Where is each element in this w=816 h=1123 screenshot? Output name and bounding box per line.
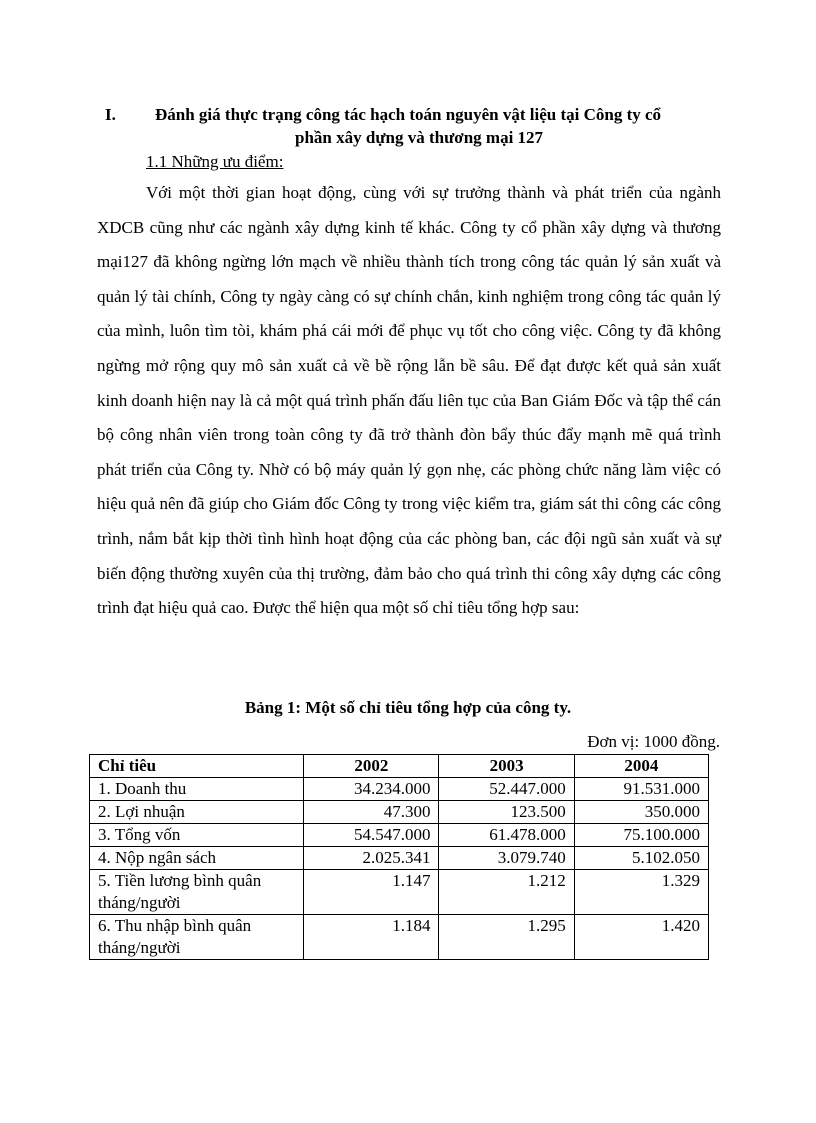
cell-value: 75.100.000 (574, 824, 708, 847)
cell-value: 2.025.341 (304, 847, 439, 870)
cell-value: 350.000 (574, 801, 708, 824)
body-paragraph: Với một thời gian hoạt động, cùng với sự trưởng thành và phát triển của ngành XDCB cũng như các ngành xây dựng kinh tế khác. Công ty cổ phần xây dựng và thương mại127 đã không ngừng lớn mạch về nhiều thành tích trong công tác quản lý sản xuất và quản lý tài chính, Công ty ngày càng có sự chính chắn, kinh nghiệm trong công tác quản lý của mình, luôn tìm tòi, khám phá cái mới để phục vụ tốt cho công việc. Công ty đã không ngừng mở rộng quy mô sản xuất cả về bề rộng lẫn bề sâu. Để đạt được kết quả sản xuất kinh doanh hiện nay là cả một quá trình phấn đấu liên tục của Ban Giám Đốc và tập thể cán bộ công nhân viên trong toàn công ty đã trở thành đòn bẩy thúc đẩy mạnh mẽ quá trình phát triển của Công ty. Nhờ có bộ máy quản lý gọn nhẹ, các phòng chức năng làm việc có hiệu quả nên đã giúp cho Giám đốc Công ty trong việc kiểm tra, giám sát thi công các công trình, nắm bắt kịp thời tình hình hoạt động của các phòng ban, các đội ngũ sản xuất và sự biến động thường xuyên của thị trường, đảm bảo cho quá trình thi công xây dựng các công trình đạt hiệu quả cao. Được thể hiện qua một số chỉ tiêu tổng hợp sau: (97, 183, 721, 618)
row-label: 5. Tiền lương bình quân tháng/người (90, 870, 304, 915)
section-number: I. (105, 105, 116, 124)
cell-value: 61.478.000 (439, 824, 574, 847)
cell-value: 47.300 (304, 801, 439, 824)
cell-value: 34.234.000 (304, 778, 439, 801)
cell-value: 1.184 (304, 915, 439, 960)
table-row (90, 778, 709, 801)
header-cell-2003: 2003 (439, 755, 574, 778)
indicators-table (89, 754, 709, 960)
cell-value: 1.295 (439, 915, 574, 960)
table-row (90, 847, 709, 870)
cell-value: 1.212 (439, 870, 574, 915)
table-row (90, 870, 709, 915)
table-unit-note: Đơn vị: 1000 đồng. (587, 732, 720, 751)
row-label: 1. Doanh thu (90, 778, 304, 801)
cell-value: 1.420 (574, 915, 708, 960)
cell-value: 54.547.000 (304, 824, 439, 847)
cell-value: 5.102.050 (574, 847, 708, 870)
row-label: 6. Thu nhập bình quân tháng/người (90, 915, 304, 960)
table-header-row (90, 755, 709, 778)
table-row (90, 824, 709, 847)
section-title-line-2: phần xây dựng và thương mại 127 (295, 128, 544, 147)
section-title-line-1: Đánh giá thực trạng công tác hạch toán nguyên vật liệu tại Công ty cổ (155, 105, 662, 124)
row-label: 2. Lợi nhuận (90, 801, 304, 824)
row-label: 4. Nộp ngân sách (90, 847, 304, 870)
cell-value: 1.329 (574, 870, 708, 915)
header-cell-2004: 2004 (574, 755, 708, 778)
row-label: 3. Tổng vốn (90, 824, 304, 847)
subsection-heading: 1.1 Những ưu điểm: (146, 152, 284, 171)
table-title: Bảng 1: Một số chỉ tiêu tổng hợp của công ty. (244, 698, 572, 717)
cell-value: 123.500 (439, 801, 574, 824)
cell-value: 52.447.000 (439, 778, 574, 801)
cell-value: 3.079.740 (439, 847, 574, 870)
cell-value: 1.147 (304, 870, 439, 915)
cell-value: 91.531.000 (574, 778, 708, 801)
table-row (90, 801, 709, 824)
header-cell-2002: 2002 (304, 755, 439, 778)
table-row (90, 915, 709, 960)
header-cell-indicator: Chỉ tiêu (90, 755, 304, 778)
